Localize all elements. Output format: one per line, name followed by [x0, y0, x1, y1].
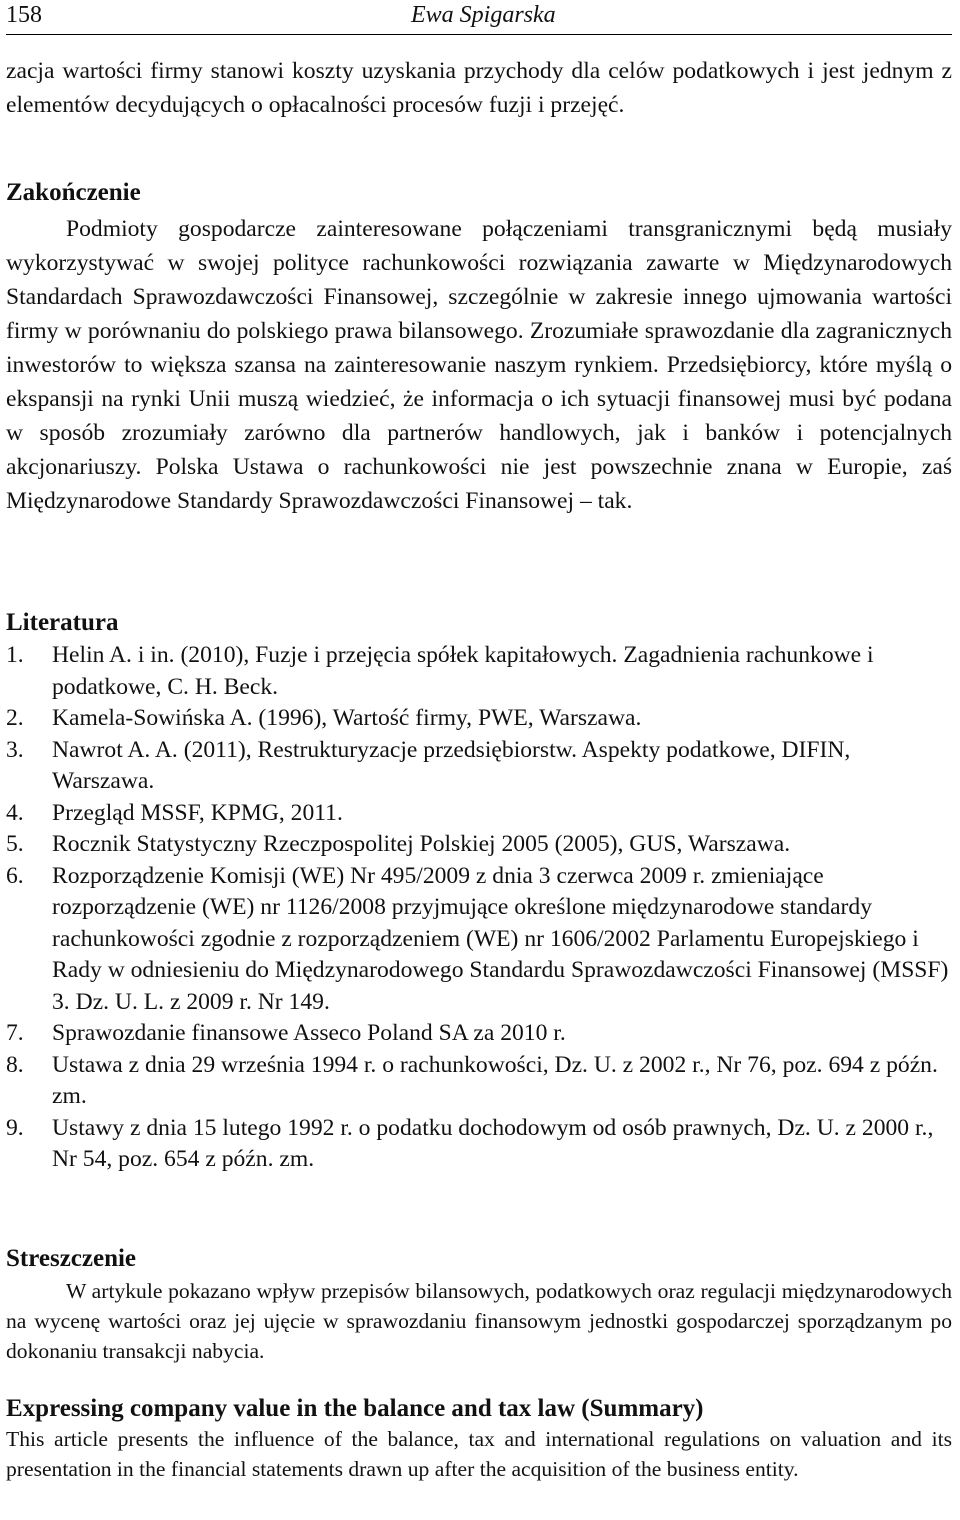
- literature-item-text: Nawrot A. A. (2011), Restrukturyzacje przedsiębiorstw. Aspekty podatkowe, DIFIN, Warszawa.: [52, 736, 851, 794]
- literature-item: [6, 703, 952, 735]
- literature-item: [6, 798, 952, 830]
- literature-item-text: Przegląd MSSF, KPMG, 2011.: [52, 799, 343, 826]
- literature-item-number: 8.: [6, 1051, 24, 1078]
- literature-item-number: 9.: [6, 1114, 24, 1141]
- literature-item: [6, 1018, 952, 1050]
- english-summary-heading: Expressing company value in the balance and tax law (Summary): [6, 1395, 704, 1422]
- literature-item-number: 1.: [6, 642, 24, 668]
- literature-item-number: 3.: [6, 736, 24, 763]
- conclusion-paragraph: Podmioty gospodarcze zainteresowane połączeniami transgranicznymi będą musiały wykorzystywać w swojej polityce rachunkowości rozwiązania zawarte w Międzynarodowych Standardach Sprawozdawczości Finansowej, szczególnie w zakresie innego ujmowania wartości firmy w porównaniu do polskiego prawa bilansowego. Zrozumiałe sprawozdanie dla zagranicznych inwestorów to większa szansa na zainteresowanie naszym rynkiem. Przedsiębiorcy, które myślą o ekspansji na rynki Unii muszą wiedzieć, że informacja o ich sytuacji finansowej musi być podana w sposób zrozumiały zarówno dla partnerów handlowych, jak i banków i potencjalnych akcjonariuszy. Polska Ustawa o rachunkowości nie jest powszechnie znana w Europie, zaś Międzynarodowe Standardy Sprawozdawczości Finansowej – tak.: [6, 216, 952, 514]
- literature-item: [6, 1113, 952, 1176]
- running-header-author: Ewa Spigarska: [411, 2, 556, 28]
- literature-item-number: 7.: [6, 1020, 24, 1046]
- literature-item: [6, 829, 952, 861]
- literature-item-text: Kamela-Sowińska A. (1996), Wartość firmy, PWE, Warszawa.: [52, 705, 642, 731]
- literature-item-number: 2.: [6, 705, 24, 731]
- literature-item-text: Rocznik Statystyczny Rzeczpospolitej Polskiej 2005 (2005), GUS, Warszawa.: [52, 831, 791, 857]
- literature-item-number: 6.: [6, 862, 24, 889]
- literature-item-text: Helin A. i in. (2010), Fuzje i przejęcia spółek kapitałowych. Zagadnienia rachunkowe i podatkowe, C. H. Beck.: [52, 642, 874, 700]
- literature-item-text: Sprawozdanie finansowe Asseco Poland SA za 2010 r.: [52, 1020, 566, 1046]
- literature-list: [6, 640, 952, 1176]
- literature-item: [6, 640, 952, 703]
- literature-item-text: Ustawy z dnia 15 lutego 1992 r. o podatku dochodowym od osób prawnych, Dz. U. z 2000 r., Nr 54, poz. 654 z późn. zm.: [52, 1114, 934, 1172]
- literature-item-text: Rozporządzenie Komisji (WE) Nr 495/2009 z dnia 3 czerwca 2009 r. zmieniające rozporządzenie (WE) nr 1126/2008 przyjmujące określone międzynarodowe standardy rachunkowości zgodnie z rozporządzeniem (WE) nr 1606/2002 Parlamentu Europejskiego i Rady w odniesieniu do Międzynarodowego Standardu Sprawozdawczości Finansowej (MSSF) 3. Dz. U. L. z 2009 r. Nr 149.: [52, 862, 949, 1015]
- literature-item-number: 4.: [6, 799, 24, 826]
- streszczenie-paragraph: W artykule pokazano wpływ przepisów bilansowych, podatkowych oraz regulacji międzynarodowych na wycenę wartości oraz jej ujęcie w sprawozdaniu finansowym jednostki gospodarczej sporządzanym po dokonaniu transakcji nabycia.: [6, 1279, 952, 1363]
- intro-paragraph: zacja wartości firmy stanowi koszty uzyskania przychody dla celów podatkowych i jest jednym z elementów decydujących o opłacalności procesów fuzji i przejęć.: [6, 58, 952, 118]
- literature-heading: Literatura: [6, 609, 119, 636]
- conclusion-heading: Zakończenie: [6, 179, 141, 206]
- running-header: [6, 0, 952, 35]
- english-summary-paragraph: This article presents the influence of the balance, tax and international regulations on valuation and its presentation in the financial statements drawn up after the acquisition of the business entity.: [6, 1427, 952, 1481]
- literature-item-text: Ustawa z dnia 29 września 1994 r. o rachunkowości, Dz. U. z 2002 r., Nr 76, poz. 694 z późn. zm.: [52, 1051, 938, 1109]
- literature-item: [6, 1050, 952, 1113]
- literature-item: [6, 735, 952, 798]
- literature-item: [6, 861, 952, 1019]
- page-number: 158: [6, 2, 42, 28]
- literature-item-number: 5.: [6, 831, 24, 857]
- streszczenie-heading: Streszczenie: [6, 1245, 137, 1272]
